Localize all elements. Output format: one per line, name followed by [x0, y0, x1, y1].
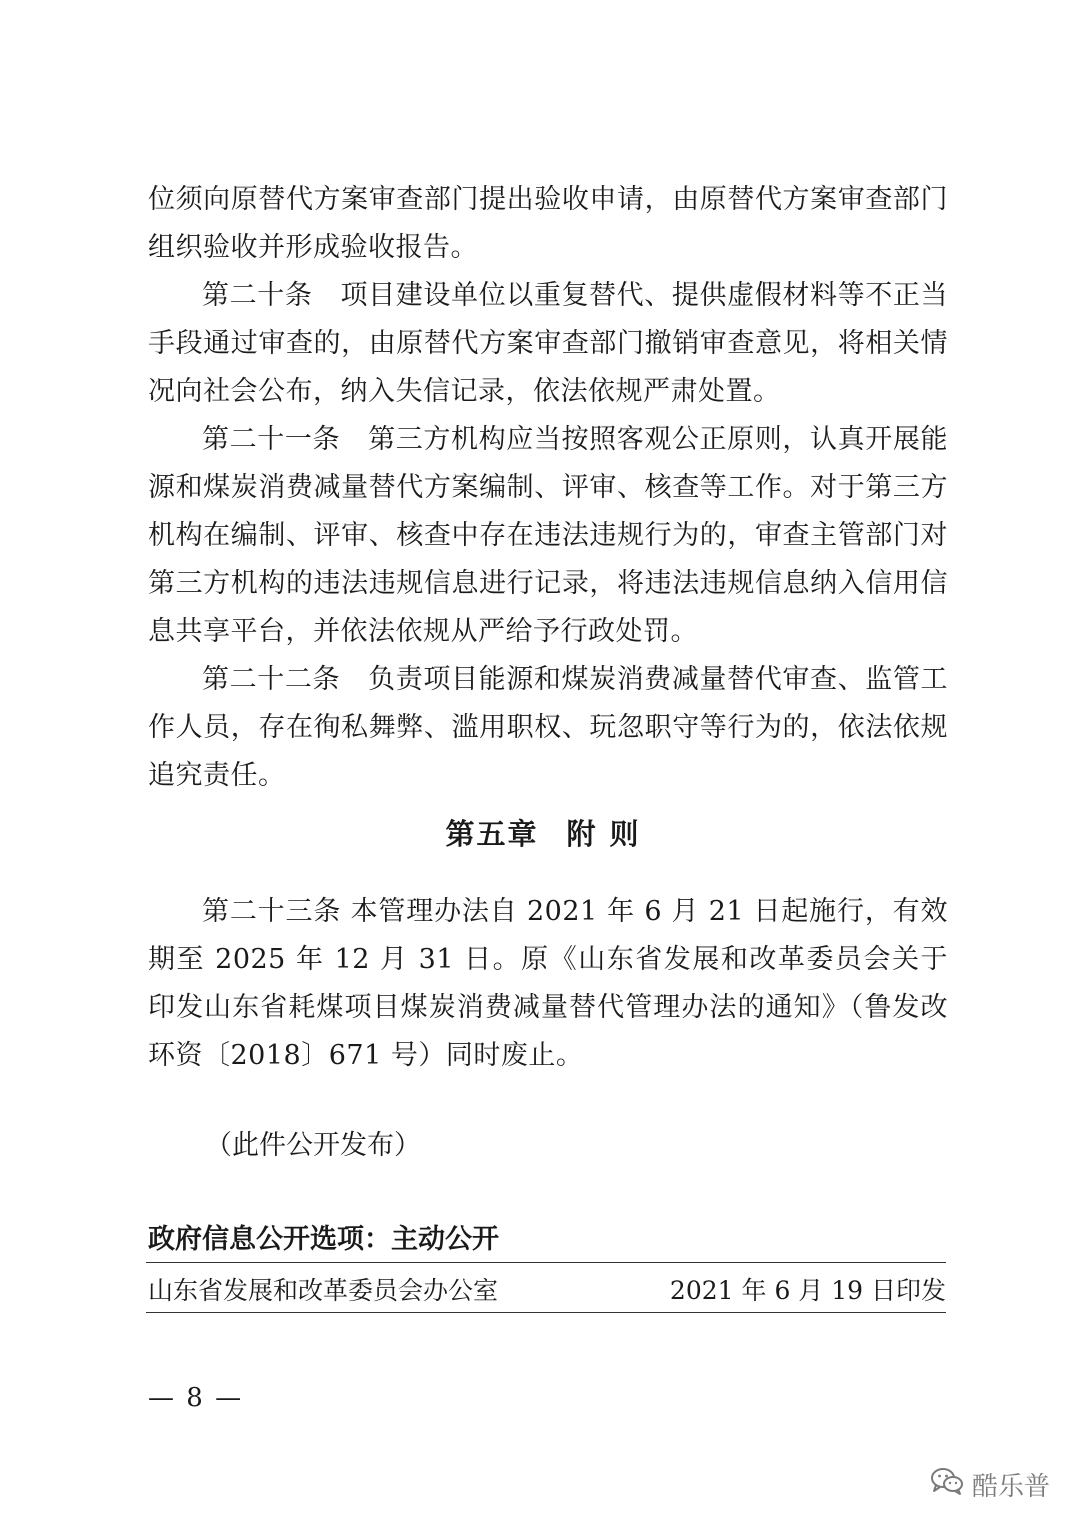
article-23: [148, 888, 948, 1080]
footer-row: [148, 1272, 946, 1310]
article-22: [148, 656, 948, 800]
wechat-icon: [930, 1466, 964, 1503]
article-number: 第二十三条: [202, 896, 342, 927]
article-number: 第二十条: [202, 280, 313, 311]
article-text: 项目建设单位以重复替代、提供虚假材料等不正当手段通过审查的，由原替代方案审查部门撤销审查意见，将相关情况向社会公布，纳入失信记录，依法依规严肃处置。: [148, 280, 949, 407]
article-number: 第二十二条: [202, 664, 341, 695]
issuer-name: 山东省发展和改革委员会办公室: [148, 1276, 499, 1305]
paragraph-text: 位须向原替代方案审查部门提出验收申请，由原替代方案审查部门组织验收并形成验收报告。: [148, 184, 948, 263]
article-text: 第三方机构应当按照客观公正原则，认真开展能源和煤炭消费减量替代方案编制、评审、核查等工作。对于第三方机构在编制、评审、核查中存在违法违规行为的，审查主管部门对第三方机构的违法违规信息进行记录，将违法违规信息纳入信用信息共享平台，并依法依规从严给予行政处罚。: [148, 424, 949, 647]
page-number: — 8 —: [148, 1383, 244, 1413]
body-text: [148, 176, 948, 800]
publish-note: （此件公开发布）: [205, 1130, 421, 1161]
article-20: [148, 272, 948, 416]
article-number: 第二十一条: [202, 424, 341, 455]
watermark-text: 酷乐普: [971, 1472, 1050, 1502]
disclosure-option: 政府信息公开选项：主动公开: [148, 1224, 499, 1255]
chapter-name: 附 则: [566, 817, 641, 851]
chapter-heading: [148, 810, 938, 858]
chapter-number: 第五章: [445, 817, 539, 851]
paragraph-continuation: [148, 176, 948, 272]
footer-bottom-rule: [146, 1312, 946, 1313]
issue-date: 2021 年 6 月 19 日印发: [669, 1276, 946, 1305]
article-21: [148, 416, 948, 656]
article-text: 本管理办法自 2021 年 6 月 21 日起施行，有效期至 2025 年 12 月 31 日。原《山东省发展和改革委员会关于印发山东省耗煤项目煤炭消费减量替代管理办法的通知》（鲁发改环资〔2018〕671 号）同时废止。: [148, 896, 948, 1071]
footer-top-rule: [146, 1262, 946, 1263]
article-text: 负责项目能源和煤炭消费减量替代审查、监管工作人员，存在徇私舞弊、滥用职权、玩忽职守等行为的，依法依规追究责任。: [148, 664, 949, 791]
watermark: [930, 1466, 1050, 1503]
